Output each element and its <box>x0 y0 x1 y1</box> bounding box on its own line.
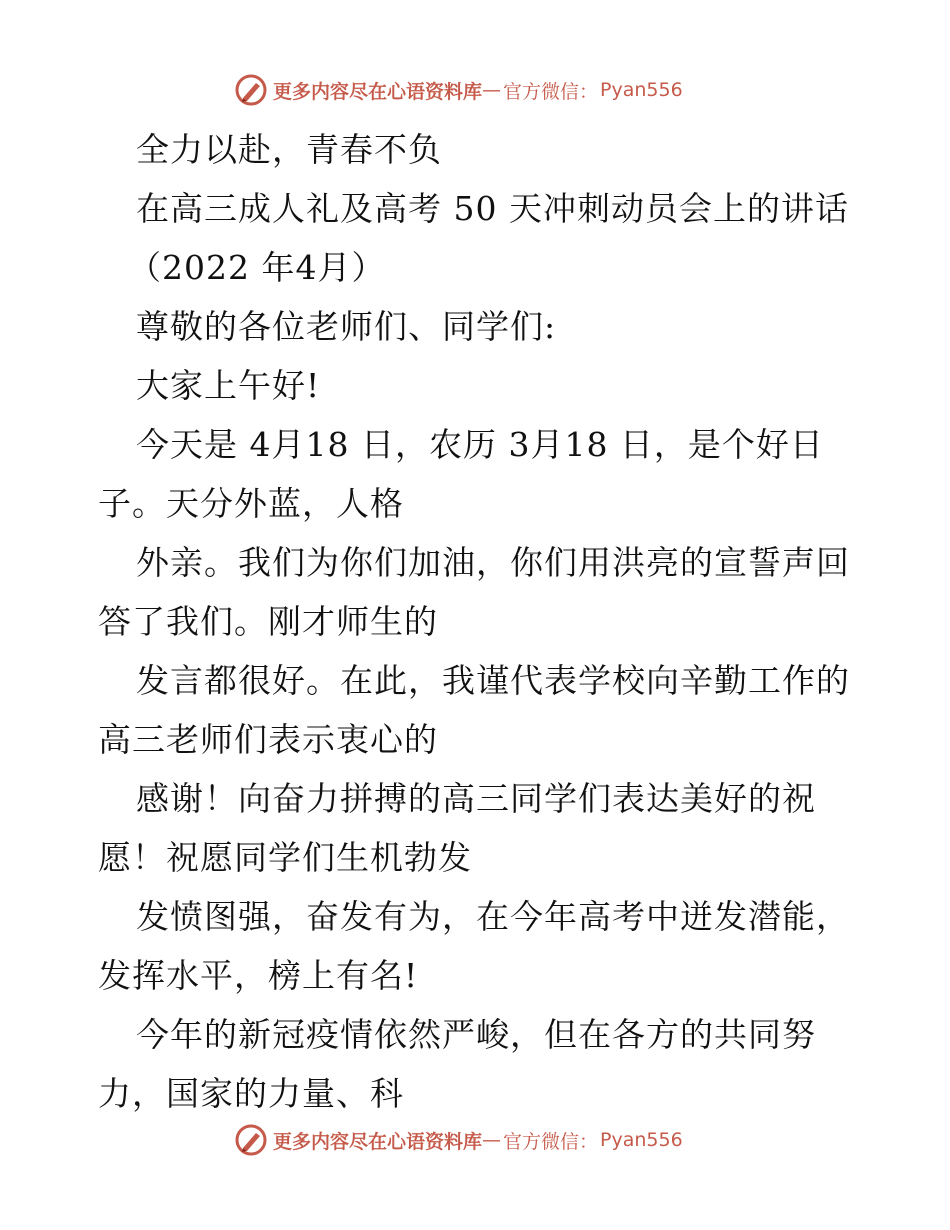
paragraph-line: 愿！祝愿同学们生机勃发 <box>98 838 472 877</box>
document-title: 全力以赴，青春不负 <box>136 130 442 169</box>
paragraph-line: 感谢！向奋力拼搏的高三同学们表达美好的祝 <box>136 779 816 818</box>
document-subtitle: 在高三成人礼及高考 50 天冲刺动员会上的讲话 <box>136 189 849 228</box>
watermark-wechat-id: Pyan556 <box>600 79 683 101</box>
paragraph-line: 发愤图强，奋发有为，在今年高考中迸发潜能， <box>136 897 850 936</box>
watermark-dash: — <box>482 1129 502 1151</box>
pen-circle-logo-icon <box>234 73 268 107</box>
footer-watermark <box>234 1122 683 1158</box>
paragraph-line: 发挥水平，榜上有名! <box>98 956 419 995</box>
salutation: 尊敬的各位老师们、同学们: <box>136 307 557 346</box>
paragraph-line: 高三老师们表示衷心的 <box>98 720 438 759</box>
header-watermark <box>234 72 683 108</box>
watermark-wechat-label: 官方微信： <box>503 80 599 103</box>
document-date: （2022 年4月） <box>128 248 386 287</box>
document-body <box>98 120 858 1123</box>
watermark-title: 更多内容尽在心语资料库 <box>273 80 483 103</box>
watermark-wechat-label: 官方微信： <box>503 1130 599 1153</box>
greeting: 大家上午好! <box>136 366 321 405</box>
paragraph-line: 今天是 4月18 日，农历 3月18 日，是个好日 <box>136 425 824 464</box>
paragraph-line: 力，国家的力量、科 <box>98 1074 404 1113</box>
paragraph-line: 外亲。我们为你们加油，你们用洪亮的宣誓声回 <box>136 543 850 582</box>
paragraph-line: 答了我们。刚才师生的 <box>98 602 438 641</box>
watermark-dash: — <box>482 79 502 101</box>
watermark-wechat-id: Pyan556 <box>600 1129 683 1151</box>
paragraph-line: 今年的新冠疫情依然严峻，但在各方的共同努 <box>136 1015 816 1054</box>
paragraph-line: 发言都很好。在此，我谨代表学校向辛勤工作的 <box>136 661 850 700</box>
pen-circle-logo-icon <box>234 1123 268 1157</box>
watermark-title: 更多内容尽在心语资料库 <box>273 1130 483 1153</box>
paragraph-line: 子。天分外蓝，人格 <box>98 484 404 523</box>
